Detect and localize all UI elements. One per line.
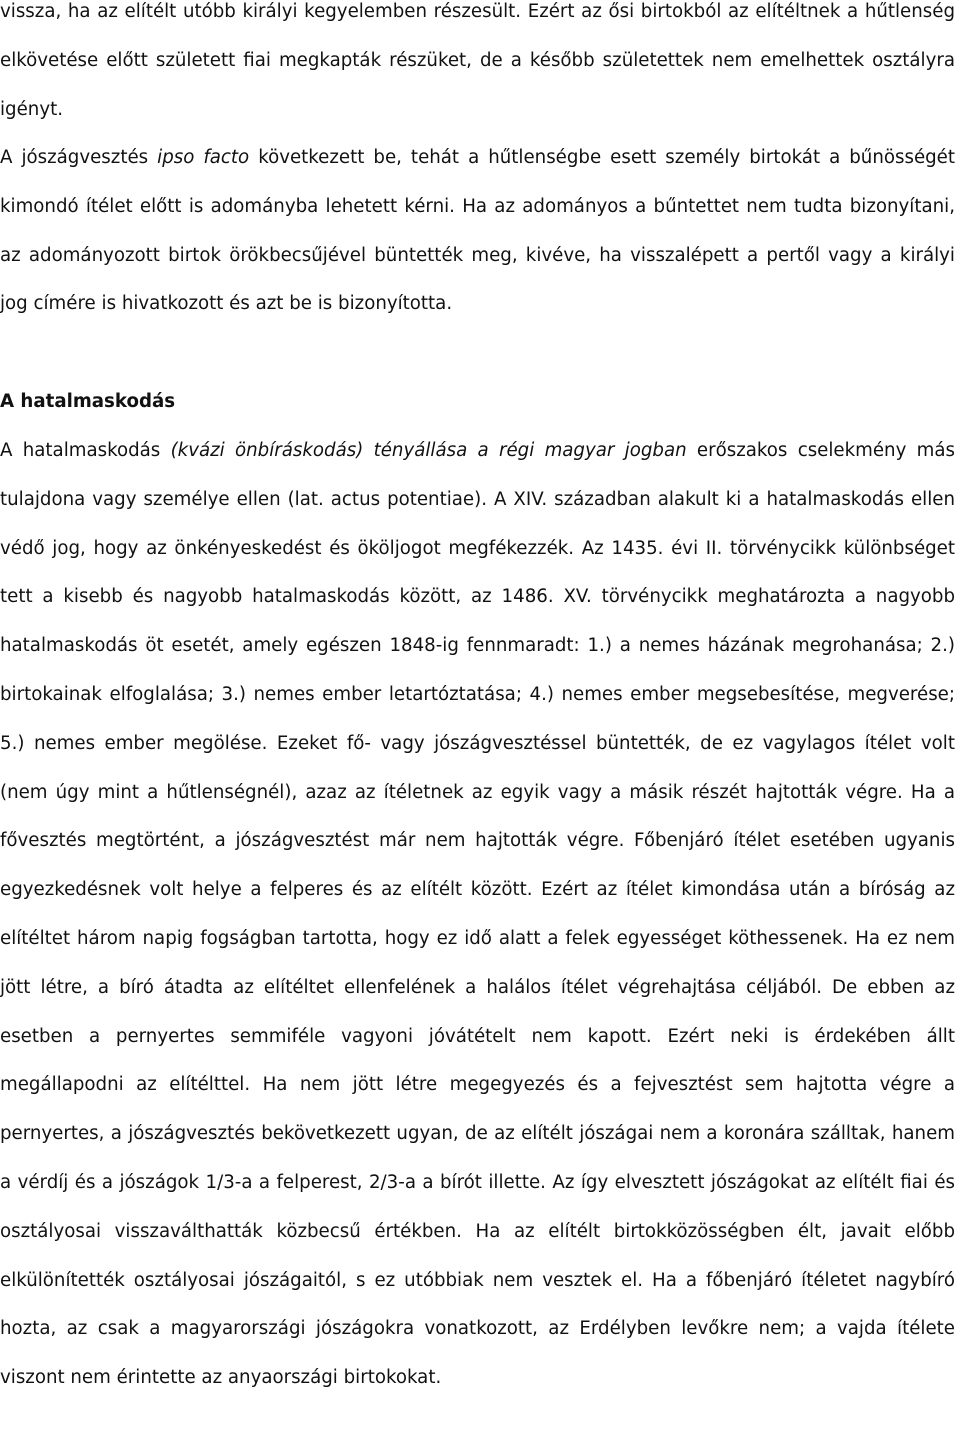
paragraph-hutlenseg-continuation — [0, 0, 955, 134]
paragraph-text-start: A jószágvesztés — [0, 147, 158, 168]
paragraph-text: vissza, ha az elítélt utóbb királyi kegyelemben részesült. Ezért az ősi birtokból az elítéltnek a hűtlenség elkövetése előtt született fiai megkapták részüket, de a később születettek nem emelhettek osztályra igényt. — [0, 1, 955, 120]
paragraph-joszagvesztes — [0, 134, 955, 329]
italic-term: ipso facto — [157, 147, 250, 168]
paragraph-text-rest: következett be, tehát a hűtlenségbe esett személy birtokát a bűnösségét kimondó ítélet előtt is adományba lehetett kérni. Ha az adományos a bűntettet nem tudta bizonyítani, az adományozott birtok örökbecsűjével büntették meg, kivéve, ha visszalépett a pertől vagy a királyi jog címére is hivatkozott és azt be is bizonyította. — [0, 147, 955, 315]
section-heading: A hatalmaskodás — [0, 391, 176, 412]
italic-phrase: (kvázi önbíráskodás) tényállása a régi magyar jogban — [170, 440, 687, 461]
paragraph-hatalmaskodas — [0, 427, 955, 1403]
paragraph-text-rest: erőszakos cselekmény más tulajdona vagy személye ellen (lat. actus potentiae). A XIV. században alakult ki a hatalmaskodás ellen védő jog, hogy az önkényeskedést és ököljogot megfékezzék. Az 1435. évi II. törvénycikk különbséget tett a kisebb és nagyobb hatalmaskodás között, az 1486. XV. törvénycikk meghatározta a nagyobb hatalmaskodás öt esetét, amely egészen 1848-ig fennmaradt: 1.) a nemes házának megrohanása; 2.) birtokainak elfoglalása; 3.) nemes ember letartóztatása; 4.) nemes ember megsebesítése, megverése; 5.) nemes ember megölése. Ezeket fő- vagy jószágvesztéssel büntették, de ez vagylagos ítélet volt (nem úgy mint a hűtlenségnél), azaz az ítéletnek az egyik vagy a másik részét hajtották végre. Ha a fővesztés megtörtént, a jószágvesztést már nem hajtották végre. Főbenjáró ítélet esetében ugyanis egyezkedésnek volt helye a felperes és az elítélt között. Ezért az ítélet kimondása után a bíróság az elítéltet három napig fogságban tartotta, hogy ez idő alatt a felek egyességet köthessenek. Ha ez nem jött létre, a bíró átadta az elítéltet ellenfelének a halálos ítélet végrehajtása céljából. De ebben az esetben a pernyertes semmiféle vagyoni jóvátételt nem kapott. Ezért neki is érdekében állt megállapodni az elítélttel. Ha nem jött létre megegyezés és a fejvesztést sem hajtotta végre a pernyertes, a jószágvesztés bekövetkezett ugyan, de az elítélt jószágai nem a koronára szálltak, hanem a vérdíj és a jószágok 1/3-a a felperest, 2/3-a a bírót illette. Az így elvesztett jószágokat az elítélt fiai és osztályosai visszaválthatták közbecsű értékben. Ha az elítélt birtokközösségben élt, javait előbb elkülönítették osztályosai jószágaitól, s ez utóbbiak nem vesztek el. Ha a főbenjáró ítéletet nagybíró hozta, az csak a magyarországi jószágokra vonatkozott, az Erdélyben levőkre nem; a vajda ítélete viszont nem érintette az anyaországi birtokokat. — [0, 440, 955, 1389]
paragraph-text-start: A hatalmaskodás — [0, 440, 171, 461]
